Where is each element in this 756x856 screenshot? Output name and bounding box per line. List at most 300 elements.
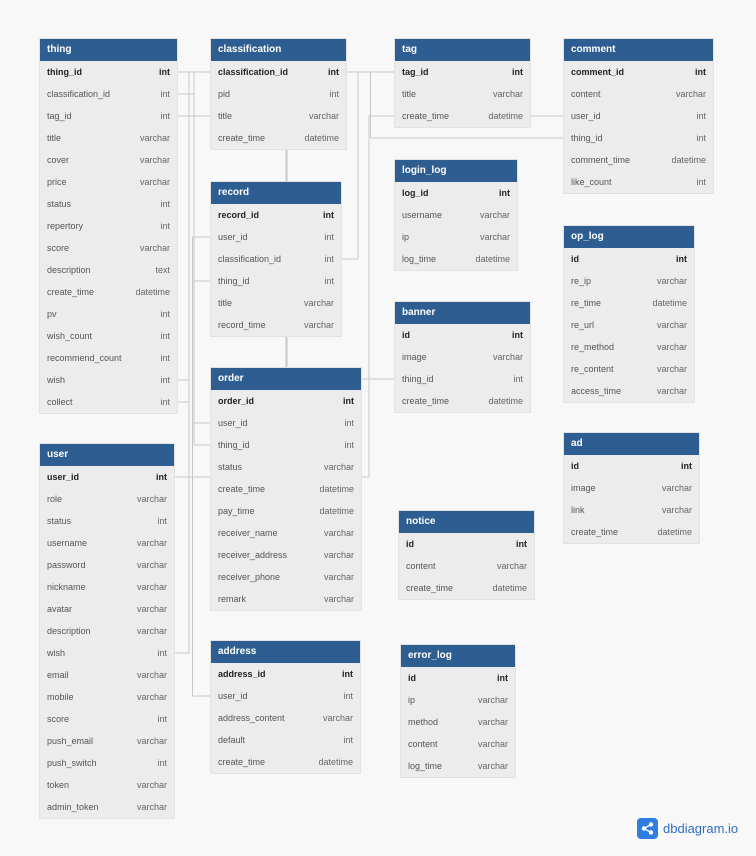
field-row[interactable]: [40, 127, 177, 149]
field-name: pid: [218, 89, 231, 99]
field-row[interactable]: [211, 314, 341, 336]
field-row[interactable]: [211, 544, 361, 566]
field-type: int: [342, 669, 353, 679]
field-name: default: [218, 735, 246, 745]
field-row[interactable]: [564, 105, 713, 127]
field-row[interactable]: [395, 390, 530, 412]
field-type: int: [499, 188, 510, 198]
table-header[interactable]: banner: [395, 302, 530, 324]
field-type: int: [160, 221, 170, 231]
table-ad[interactable]: [564, 433, 699, 543]
field-type: int: [344, 418, 354, 428]
field-row[interactable]: [211, 522, 361, 544]
field-type: int: [516, 539, 527, 549]
field-type: varchar: [139, 243, 170, 253]
field-type: int: [343, 691, 353, 701]
field-type: varchar: [136, 538, 167, 548]
field-name: description: [47, 265, 91, 275]
field-row[interactable]: [564, 83, 713, 105]
primary-key-row[interactable]: [211, 390, 361, 412]
field-type: int: [696, 133, 706, 143]
field-name: password: [47, 560, 86, 570]
field-row[interactable]: [40, 708, 174, 730]
table-header[interactable]: classification: [211, 39, 346, 61]
field-row[interactable]: [401, 711, 515, 733]
table-thing[interactable]: [40, 39, 177, 413]
field-row[interactable]: [211, 751, 360, 773]
field-row[interactable]: [564, 314, 694, 336]
table-header[interactable]: order: [211, 368, 361, 390]
field-row[interactable]: [399, 577, 534, 599]
field-name: method: [408, 717, 439, 727]
table-record[interactable]: [211, 182, 341, 336]
field-type: int: [343, 735, 353, 745]
field-name: thing_id: [47, 67, 82, 77]
field-type: varchar: [477, 761, 508, 771]
field-type: varchar: [656, 342, 687, 352]
field-row[interactable]: [564, 477, 699, 499]
field-name: create_time: [218, 133, 266, 143]
field-type: varchar: [656, 276, 687, 286]
table-banner[interactable]: [395, 302, 530, 412]
field-type: varchar: [136, 692, 167, 702]
field-type: int: [695, 67, 706, 77]
table-header[interactable]: op_log: [564, 226, 694, 248]
field-type: int: [157, 648, 167, 658]
field-row[interactable]: [40, 303, 177, 325]
field-row[interactable]: [40, 171, 177, 193]
field-name: order_id: [218, 396, 255, 406]
field-name: status: [47, 199, 72, 209]
field-type: datetime: [475, 254, 510, 264]
field-row[interactable]: [401, 689, 515, 711]
field-name: re_content: [571, 364, 614, 374]
field-name: token: [47, 780, 70, 790]
field-row[interactable]: [211, 685, 360, 707]
field-type: int: [160, 331, 170, 341]
primary-key-row[interactable]: [395, 182, 517, 204]
field-type: datetime: [135, 287, 170, 297]
field-row[interactable]: [211, 105, 346, 127]
field-name: content: [406, 561, 436, 571]
field-row[interactable]: [40, 369, 177, 391]
table-header[interactable]: tag: [395, 39, 530, 61]
field-type: datetime: [319, 506, 354, 516]
field-row[interactable]: [564, 127, 713, 149]
field-name: re_method: [571, 342, 615, 352]
table-header[interactable]: record: [211, 182, 341, 204]
field-type: text: [155, 265, 170, 275]
field-name: record_time: [218, 320, 266, 330]
field-name: create_time: [218, 757, 266, 767]
field-type: int: [160, 353, 170, 363]
field-name: classification_id: [218, 67, 289, 77]
field-name: create_time: [402, 396, 450, 406]
field-type: varchar: [136, 780, 167, 790]
table-header[interactable]: user: [40, 444, 174, 466]
field-name: cover: [47, 155, 70, 165]
field-name: create_time: [406, 583, 454, 593]
field-type: int: [160, 199, 170, 209]
field-type: varchar: [303, 320, 334, 330]
field-name: access_time: [571, 386, 622, 396]
field-name: wish: [47, 648, 66, 658]
field-row[interactable]: [40, 554, 174, 576]
field-name: ip: [402, 232, 410, 242]
field-type: varchar: [139, 133, 170, 143]
field-row[interactable]: [40, 598, 174, 620]
field-row[interactable]: [211, 226, 341, 248]
field-name: user_id: [47, 472, 80, 482]
field-row[interactable]: [564, 171, 713, 193]
field-type: varchar: [477, 717, 508, 727]
field-type: datetime: [488, 396, 523, 406]
field-type: varchar: [136, 626, 167, 636]
field-row[interactable]: [211, 500, 361, 522]
field-name: title: [47, 133, 62, 143]
field-row[interactable]: [40, 620, 174, 642]
field-name: username: [402, 210, 443, 220]
field-row[interactable]: [211, 412, 361, 434]
brand-watermark[interactable]: [637, 816, 738, 840]
field-row[interactable]: [40, 488, 174, 510]
field-name: receiver_name: [218, 528, 278, 538]
field-type: varchar: [479, 210, 510, 220]
primary-key-row[interactable]: [211, 663, 360, 685]
primary-key-row[interactable]: [211, 204, 341, 226]
relationship-line: [177, 72, 211, 445]
primary-key-row[interactable]: [564, 248, 694, 270]
field-name: recommend_count: [47, 353, 122, 363]
field-type: int: [157, 758, 167, 768]
field-name: id: [406, 539, 414, 549]
field-name: collect: [47, 397, 73, 407]
field-row[interactable]: [564, 336, 694, 358]
field-name: ip: [408, 695, 416, 705]
field-type: int: [156, 472, 167, 482]
table-order[interactable]: [211, 368, 361, 610]
field-name: score: [47, 243, 70, 253]
field-type: datetime: [304, 133, 339, 143]
field-row[interactable]: [40, 576, 174, 598]
field-type: int: [157, 516, 167, 526]
field-name: thing_id: [571, 133, 603, 143]
brand-name: dbdiagram.io: [663, 820, 739, 836]
field-name: user_id: [218, 418, 248, 428]
field-name: re_ip: [571, 276, 592, 286]
table-comment[interactable]: [564, 39, 713, 193]
table-header[interactable]: login_log: [395, 160, 517, 182]
field-type: varchar: [323, 528, 354, 538]
field-type: datetime: [488, 111, 523, 121]
field-type: varchar: [675, 89, 706, 99]
field-type: int: [329, 89, 339, 99]
field-name: create_time: [571, 527, 619, 537]
table-header[interactable]: ad: [564, 433, 699, 455]
field-type: varchar: [136, 670, 167, 680]
field-type: int: [160, 89, 170, 99]
field-row[interactable]: [40, 774, 174, 796]
field-name: push_email: [47, 736, 94, 746]
field-type: int: [513, 374, 523, 384]
table-tag[interactable]: [395, 39, 530, 127]
field-type: varchar: [661, 505, 692, 515]
relationship-line: [174, 423, 211, 477]
table-error-log[interactable]: [401, 645, 515, 777]
field-type: varchar: [322, 713, 353, 723]
field-row[interactable]: [211, 127, 346, 149]
table-notice[interactable]: [399, 511, 534, 599]
field-name: repertory: [47, 221, 84, 231]
field-name: user_id: [218, 232, 248, 242]
relationship-line: [177, 72, 211, 94]
field-type: varchar: [139, 177, 170, 187]
relationship-line: [174, 237, 211, 477]
field-name: status: [218, 462, 243, 472]
field-type: int: [160, 111, 170, 121]
primary-key-row[interactable]: [211, 61, 346, 83]
field-row[interactable]: [40, 281, 177, 303]
field-type: varchar: [477, 695, 508, 705]
field-type: varchar: [136, 560, 167, 570]
field-name: thing_id: [218, 440, 250, 450]
field-type: int: [324, 276, 334, 286]
field-row[interactable]: [564, 499, 699, 521]
field-row[interactable]: [211, 83, 346, 105]
field-name: admin_token: [47, 802, 99, 812]
field-row[interactable]: [564, 292, 694, 314]
field-row[interactable]: [564, 149, 713, 171]
field-name: push_switch: [47, 758, 97, 768]
field-name: comment_time: [571, 155, 631, 165]
field-type: datetime: [671, 155, 706, 165]
field-type: int: [696, 111, 706, 121]
field-type: int: [159, 67, 170, 77]
field-name: log_time: [408, 761, 443, 771]
field-name: wish_count: [47, 331, 93, 341]
field-type: varchar: [136, 736, 167, 746]
field-name: user_id: [218, 691, 248, 701]
field-row[interactable]: [211, 478, 361, 500]
field-type: datetime: [319, 484, 354, 494]
field-type: int: [160, 375, 170, 385]
field-name: mobile: [47, 692, 74, 702]
table-address[interactable]: [211, 641, 360, 773]
field-name: status: [47, 516, 72, 526]
field-type: int: [681, 461, 692, 471]
field-row[interactable]: [40, 347, 177, 369]
field-row[interactable]: [211, 292, 341, 314]
field-row[interactable]: [564, 358, 694, 380]
field-name: comment_id: [571, 67, 625, 77]
field-row[interactable]: [40, 215, 177, 237]
field-row[interactable]: [395, 368, 530, 390]
field-type: varchar: [479, 232, 510, 242]
table-header[interactable]: thing: [40, 39, 177, 61]
field-row[interactable]: [40, 83, 177, 105]
field-type: int: [157, 714, 167, 724]
table-login-log[interactable]: [395, 160, 517, 270]
field-type: varchar: [496, 561, 527, 571]
field-row[interactable]: [564, 270, 694, 292]
field-name: email: [47, 670, 69, 680]
field-name: log_time: [402, 254, 437, 264]
field-type: int: [344, 440, 354, 450]
field-row[interactable]: [211, 434, 361, 456]
field-type: varchar: [136, 604, 167, 614]
primary-key-row[interactable]: [401, 667, 515, 689]
table-header[interactable]: address: [211, 641, 360, 663]
field-row[interactable]: [40, 193, 177, 215]
field-name: create_time: [218, 484, 266, 494]
field-type: int: [512, 67, 523, 77]
field-row[interactable]: [40, 752, 174, 774]
field-name: receiver_phone: [218, 572, 281, 582]
field-type: int: [676, 254, 687, 264]
field-name: remark: [218, 594, 247, 604]
field-name: nickname: [47, 582, 86, 592]
field-type: varchar: [308, 111, 339, 121]
field-name: username: [47, 538, 88, 548]
field-row[interactable]: [211, 248, 341, 270]
primary-key-row[interactable]: [399, 533, 534, 555]
field-name: re_time: [571, 298, 602, 308]
table-classification[interactable]: [211, 39, 346, 149]
primary-key-row[interactable]: [40, 466, 174, 488]
field-name: id: [408, 673, 416, 683]
field-row[interactable]: [211, 456, 361, 478]
table-header[interactable]: notice: [399, 511, 534, 533]
field-name: id: [402, 330, 410, 340]
field-type: datetime: [657, 527, 692, 537]
table-op-log[interactable]: [564, 226, 694, 402]
field-type: varchar: [492, 352, 523, 362]
field-type: varchar: [303, 298, 334, 308]
field-row[interactable]: [211, 588, 361, 610]
field-row[interactable]: [395, 83, 530, 105]
field-name: like_count: [571, 177, 612, 187]
table-header[interactable]: error_log: [401, 645, 515, 667]
field-row[interactable]: [395, 226, 517, 248]
field-name: user_id: [571, 111, 601, 121]
field-name: tag_id: [47, 111, 72, 121]
field-name: receiver_address: [218, 550, 288, 560]
field-row[interactable]: [40, 730, 174, 752]
field-row[interactable]: [40, 664, 174, 686]
field-name: pay_time: [218, 506, 255, 516]
field-row[interactable]: [395, 248, 517, 270]
field-type: int: [497, 673, 508, 683]
field-row[interactable]: [40, 510, 174, 532]
primary-key-row[interactable]: [395, 324, 530, 346]
field-row[interactable]: [40, 686, 174, 708]
field-row[interactable]: [40, 532, 174, 554]
field-name: price: [47, 177, 67, 187]
field-name: pv: [47, 309, 57, 319]
field-row[interactable]: [401, 755, 515, 777]
field-type: int: [328, 67, 339, 77]
field-name: title: [402, 89, 417, 99]
field-row[interactable]: [399, 555, 534, 577]
field-name: classification_id: [218, 254, 282, 264]
field-row[interactable]: [564, 380, 694, 402]
field-type: int: [323, 210, 334, 220]
field-name: title: [218, 298, 233, 308]
field-row[interactable]: [40, 642, 174, 664]
field-type: varchar: [492, 89, 523, 99]
field-type: int: [512, 330, 523, 340]
field-name: create_time: [47, 287, 95, 297]
field-row[interactable]: [40, 237, 177, 259]
field-name: address_id: [218, 669, 266, 679]
field-row[interactable]: [40, 796, 174, 818]
field-row[interactable]: [40, 325, 177, 347]
field-type: int: [343, 396, 354, 406]
share-nodes-icon: [637, 818, 658, 839]
field-row[interactable]: [564, 521, 699, 543]
field-type: int: [160, 309, 170, 319]
primary-key-row[interactable]: [395, 61, 530, 83]
field-type: varchar: [656, 364, 687, 374]
table-header[interactable]: comment: [564, 39, 713, 61]
field-row[interactable]: [211, 270, 341, 292]
field-name: address_content: [218, 713, 285, 723]
field-row[interactable]: [395, 105, 530, 127]
field-type: varchar: [661, 483, 692, 493]
field-name: image: [402, 352, 427, 362]
field-type: varchar: [323, 572, 354, 582]
field-name: content: [571, 89, 601, 99]
relationship-line: [174, 402, 189, 477]
field-name: log_id: [402, 188, 429, 198]
field-row[interactable]: [211, 707, 360, 729]
field-row[interactable]: [40, 105, 177, 127]
field-name: score: [47, 714, 70, 724]
field-row[interactable]: [395, 346, 530, 368]
field-type: varchar: [136, 582, 167, 592]
field-type: varchar: [323, 462, 354, 472]
field-type: int: [324, 254, 334, 264]
field-name: role: [47, 494, 63, 504]
field-type: varchar: [323, 550, 354, 560]
field-row[interactable]: [395, 204, 517, 226]
field-name: title: [218, 111, 233, 121]
field-row[interactable]: [401, 733, 515, 755]
field-type: int: [324, 232, 334, 242]
field-type: varchar: [139, 155, 170, 165]
field-name: description: [47, 626, 91, 636]
field-type: varchar: [477, 739, 508, 749]
field-name: avatar: [47, 604, 73, 614]
field-type: varchar: [323, 594, 354, 604]
field-type: int: [160, 397, 170, 407]
field-row[interactable]: [40, 391, 177, 413]
primary-key-row[interactable]: [40, 61, 177, 83]
field-type: varchar: [656, 320, 687, 330]
field-row[interactable]: [40, 149, 177, 171]
field-name: record_id: [218, 210, 260, 220]
field-row[interactable]: [211, 566, 361, 588]
field-row[interactable]: [40, 259, 177, 281]
field-type: datetime: [492, 583, 527, 593]
field-row[interactable]: [211, 729, 360, 751]
field-type: varchar: [656, 386, 687, 396]
primary-key-row[interactable]: [564, 61, 713, 83]
field-name: wish: [47, 375, 66, 385]
field-name: id: [571, 254, 579, 264]
table-user[interactable]: [40, 444, 174, 818]
primary-key-row[interactable]: [564, 455, 699, 477]
